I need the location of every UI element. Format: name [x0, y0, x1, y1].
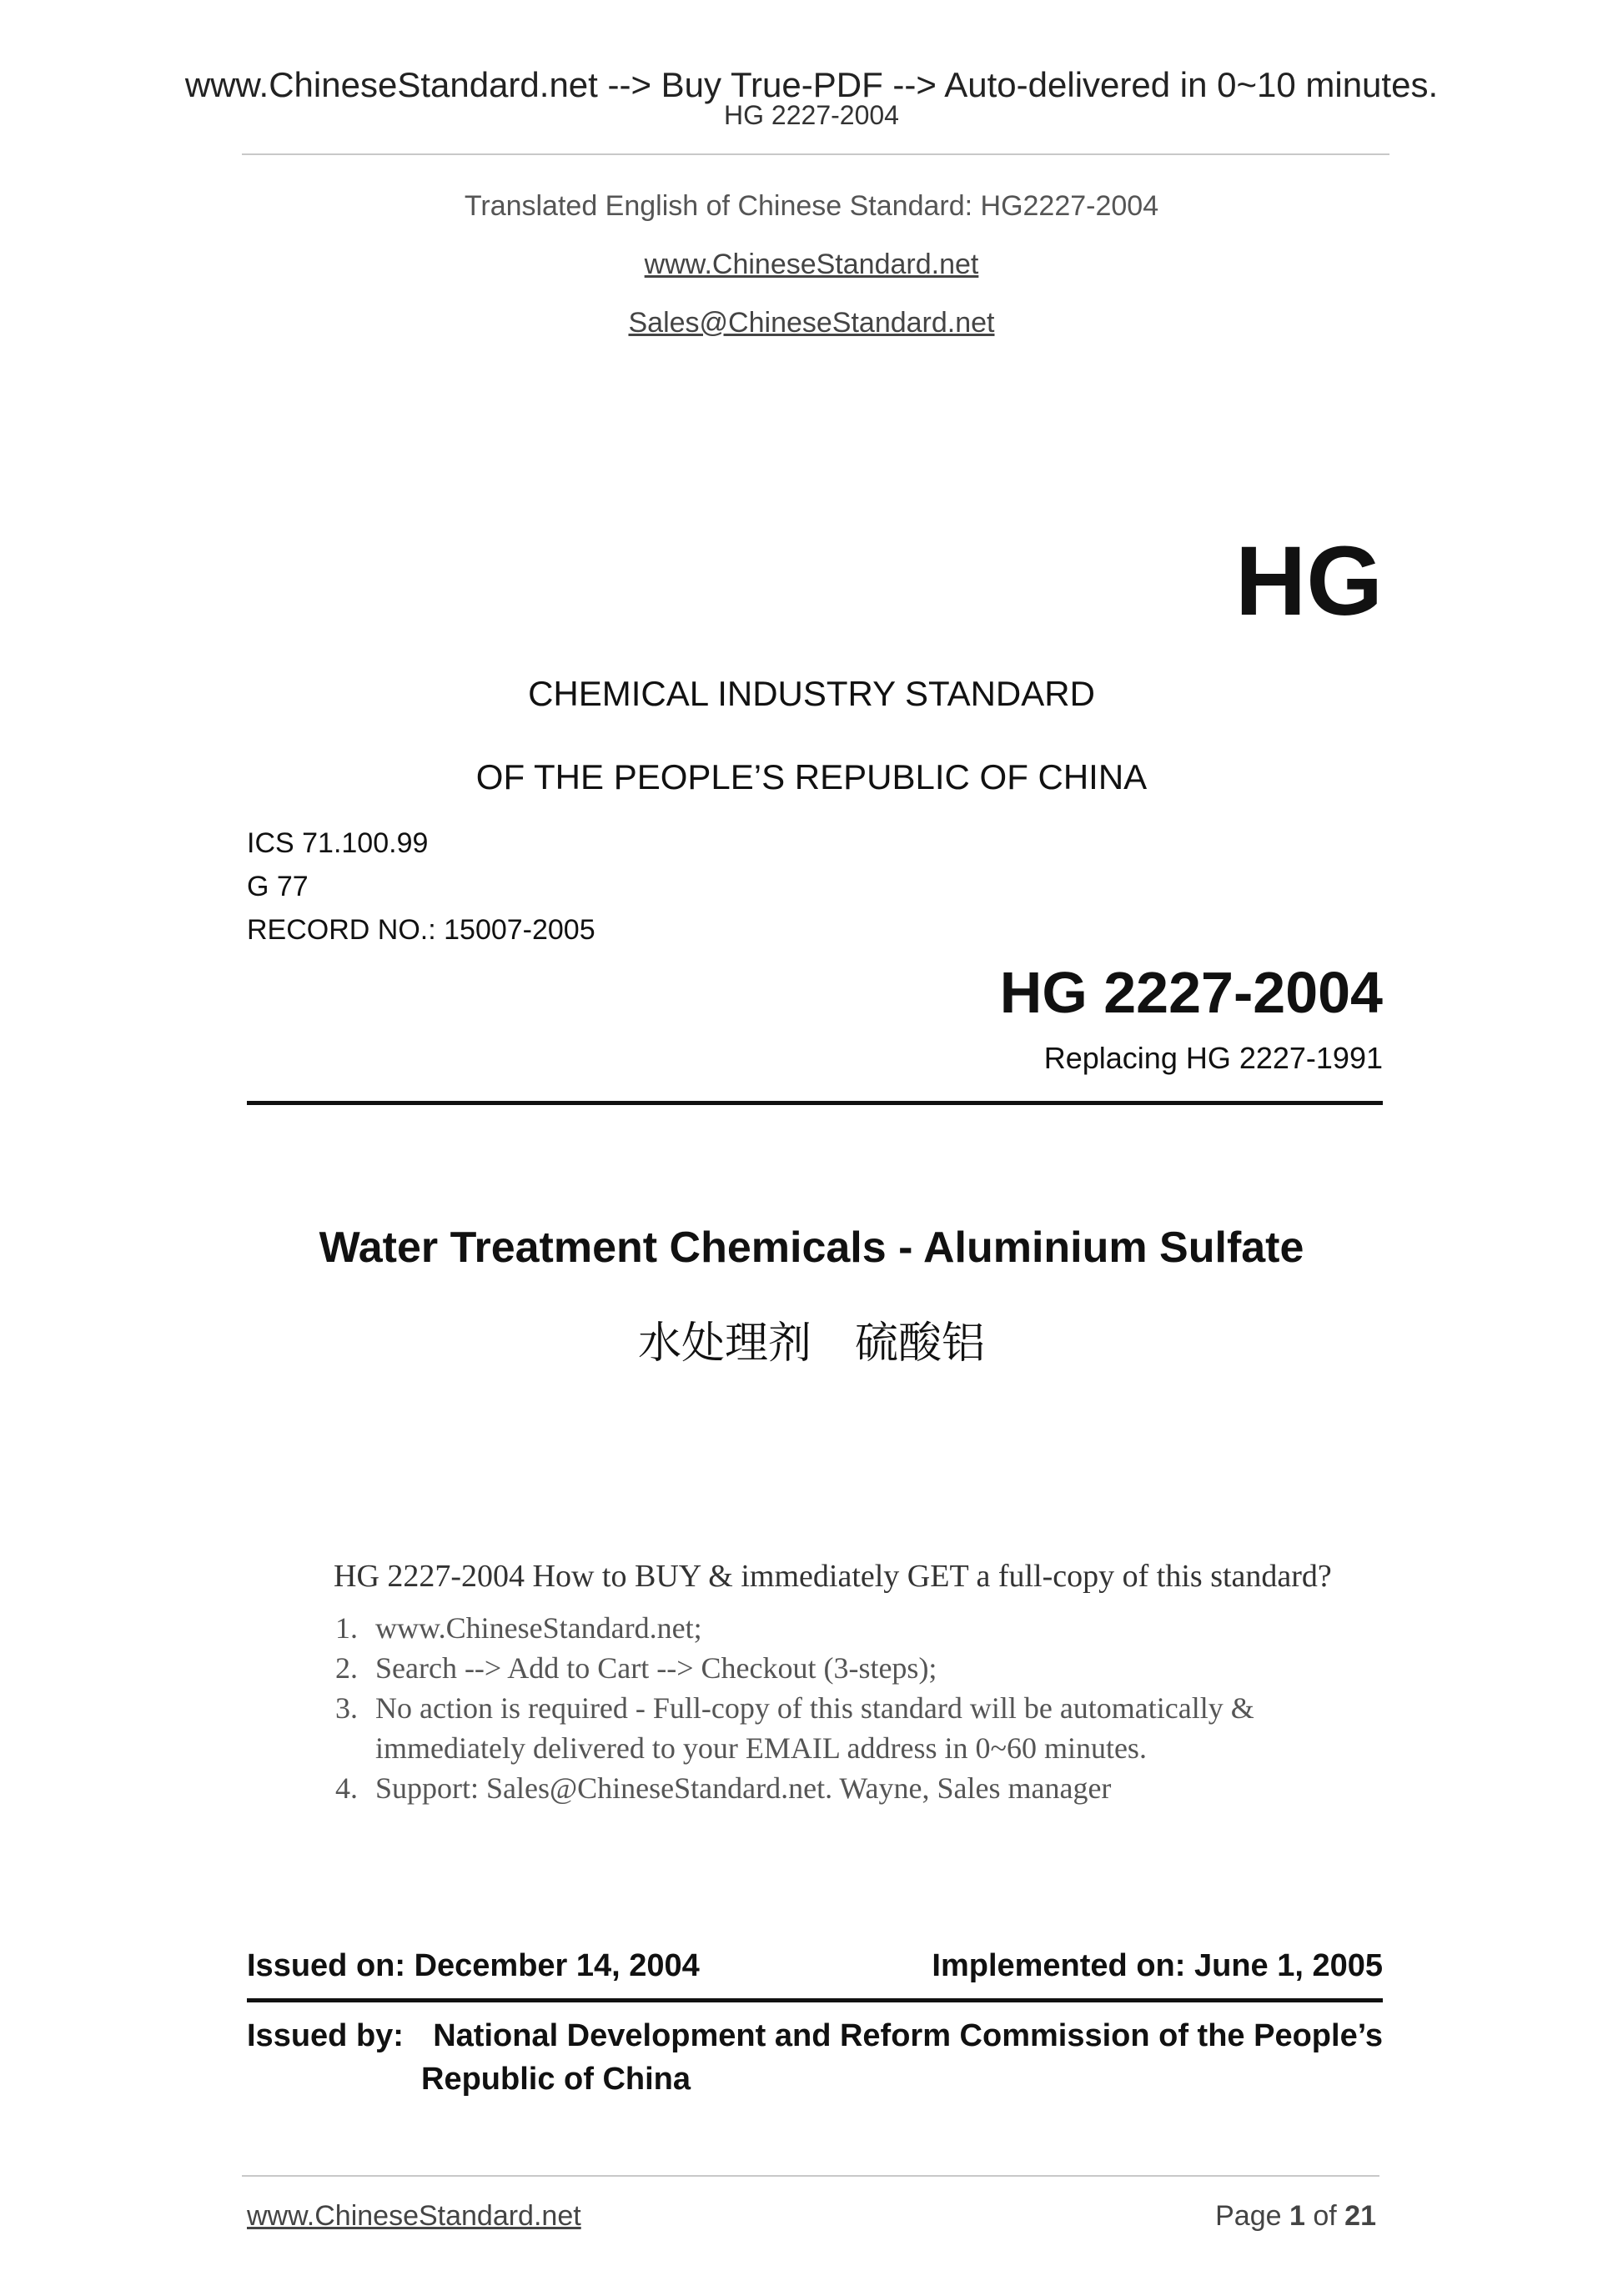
buy-step-text: Search --> Add to Cart --> Checkout (3-steps); [375, 1651, 937, 1685]
standard-number: HG 2227-2004 [999, 960, 1383, 1025]
buy-step-number: 1. [335, 1611, 358, 1645]
buy-step-number: 4. [335, 1771, 358, 1805]
page-number: 1 [1289, 2200, 1305, 2232]
page-total: 21 [1344, 2200, 1376, 2232]
top-banner: www.ChineseStandard.net --> Buy True-PDF --> Auto-delivered in 0~10 minutes. [184, 65, 1439, 104]
buy-heading: HG 2227-2004 How to BUY & immediately GET a full-copy of this standard? [334, 1559, 1332, 1594]
page-indicator [1215, 2200, 1376, 2233]
issue-divider [247, 1998, 1383, 2002]
buy-step-text[interactable]: www.ChineseStandard.net; [375, 1611, 702, 1645]
running-header: HG 2227-2004 [724, 100, 899, 130]
title-divider [247, 1101, 1383, 1105]
buy-step-number: 2. [335, 1651, 358, 1685]
standard-type-line2: OF THE PEOPLE’S REPUBLIC OF CHINA [475, 757, 1148, 796]
buy-step-number: 3. [335, 1691, 358, 1725]
replacing-note: Replacing HG 2227-1991 [1043, 1041, 1383, 1075]
classification-code: G 77 [247, 871, 309, 902]
title-english: Water Treatment Chemicals - Aluminium Sulfate [319, 1223, 1304, 1272]
issued-by-label: Issued by: [247, 2018, 404, 2053]
title-chinese: 水处理剂 硫酸铝 [637, 1319, 985, 1368]
issued-on: Issued on: December 14, 2004 [247, 1948, 700, 1983]
issued-by-line2: Republic of China [421, 2062, 691, 2097]
translated-line: Translated English of Chinese Standard: HG2227-2004 [464, 190, 1159, 222]
page-of: of [1313, 2200, 1337, 2232]
ics-code: ICS 71.100.99 [247, 827, 429, 859]
site-link[interactable]: www.ChineseStandard.net [644, 249, 979, 280]
page-prefix: Page [1215, 2200, 1282, 2232]
buy-step-text: No action is required - Full-copy of this standard will be automatically & immediately delivered to your EMAIL address in 0~60 minutes. [375, 1691, 1254, 1765]
buy-step-text: Support: Sales@ChineseStandard.net. Wayne, Sales manager [375, 1771, 1112, 1805]
standard-type-line1: CHEMICAL INDUSTRY STANDARD [528, 674, 1095, 713]
footer-divider [242, 2175, 1379, 2177]
buy-step [335, 1648, 1336, 1688]
header-divider [242, 153, 1389, 155]
buy-step [335, 1688, 1336, 1768]
buy-step [335, 1608, 1336, 1648]
buy-steps-list [335, 1608, 1336, 1808]
footer-site-link[interactable]: www.ChineseStandard.net [247, 2200, 581, 2232]
record-number: RECORD NO.: 15007-2005 [247, 914, 595, 946]
implemented-on: Implemented on: June 1, 2005 [932, 1948, 1383, 1983]
sales-email-link[interactable]: Sales@ChineseStandard.net [628, 307, 995, 339]
standard-code-logo: HG [1235, 526, 1383, 636]
issued-by-line1: National Development and Reform Commission of the People’s [433, 2018, 1383, 2053]
buy-step [335, 1768, 1336, 1808]
